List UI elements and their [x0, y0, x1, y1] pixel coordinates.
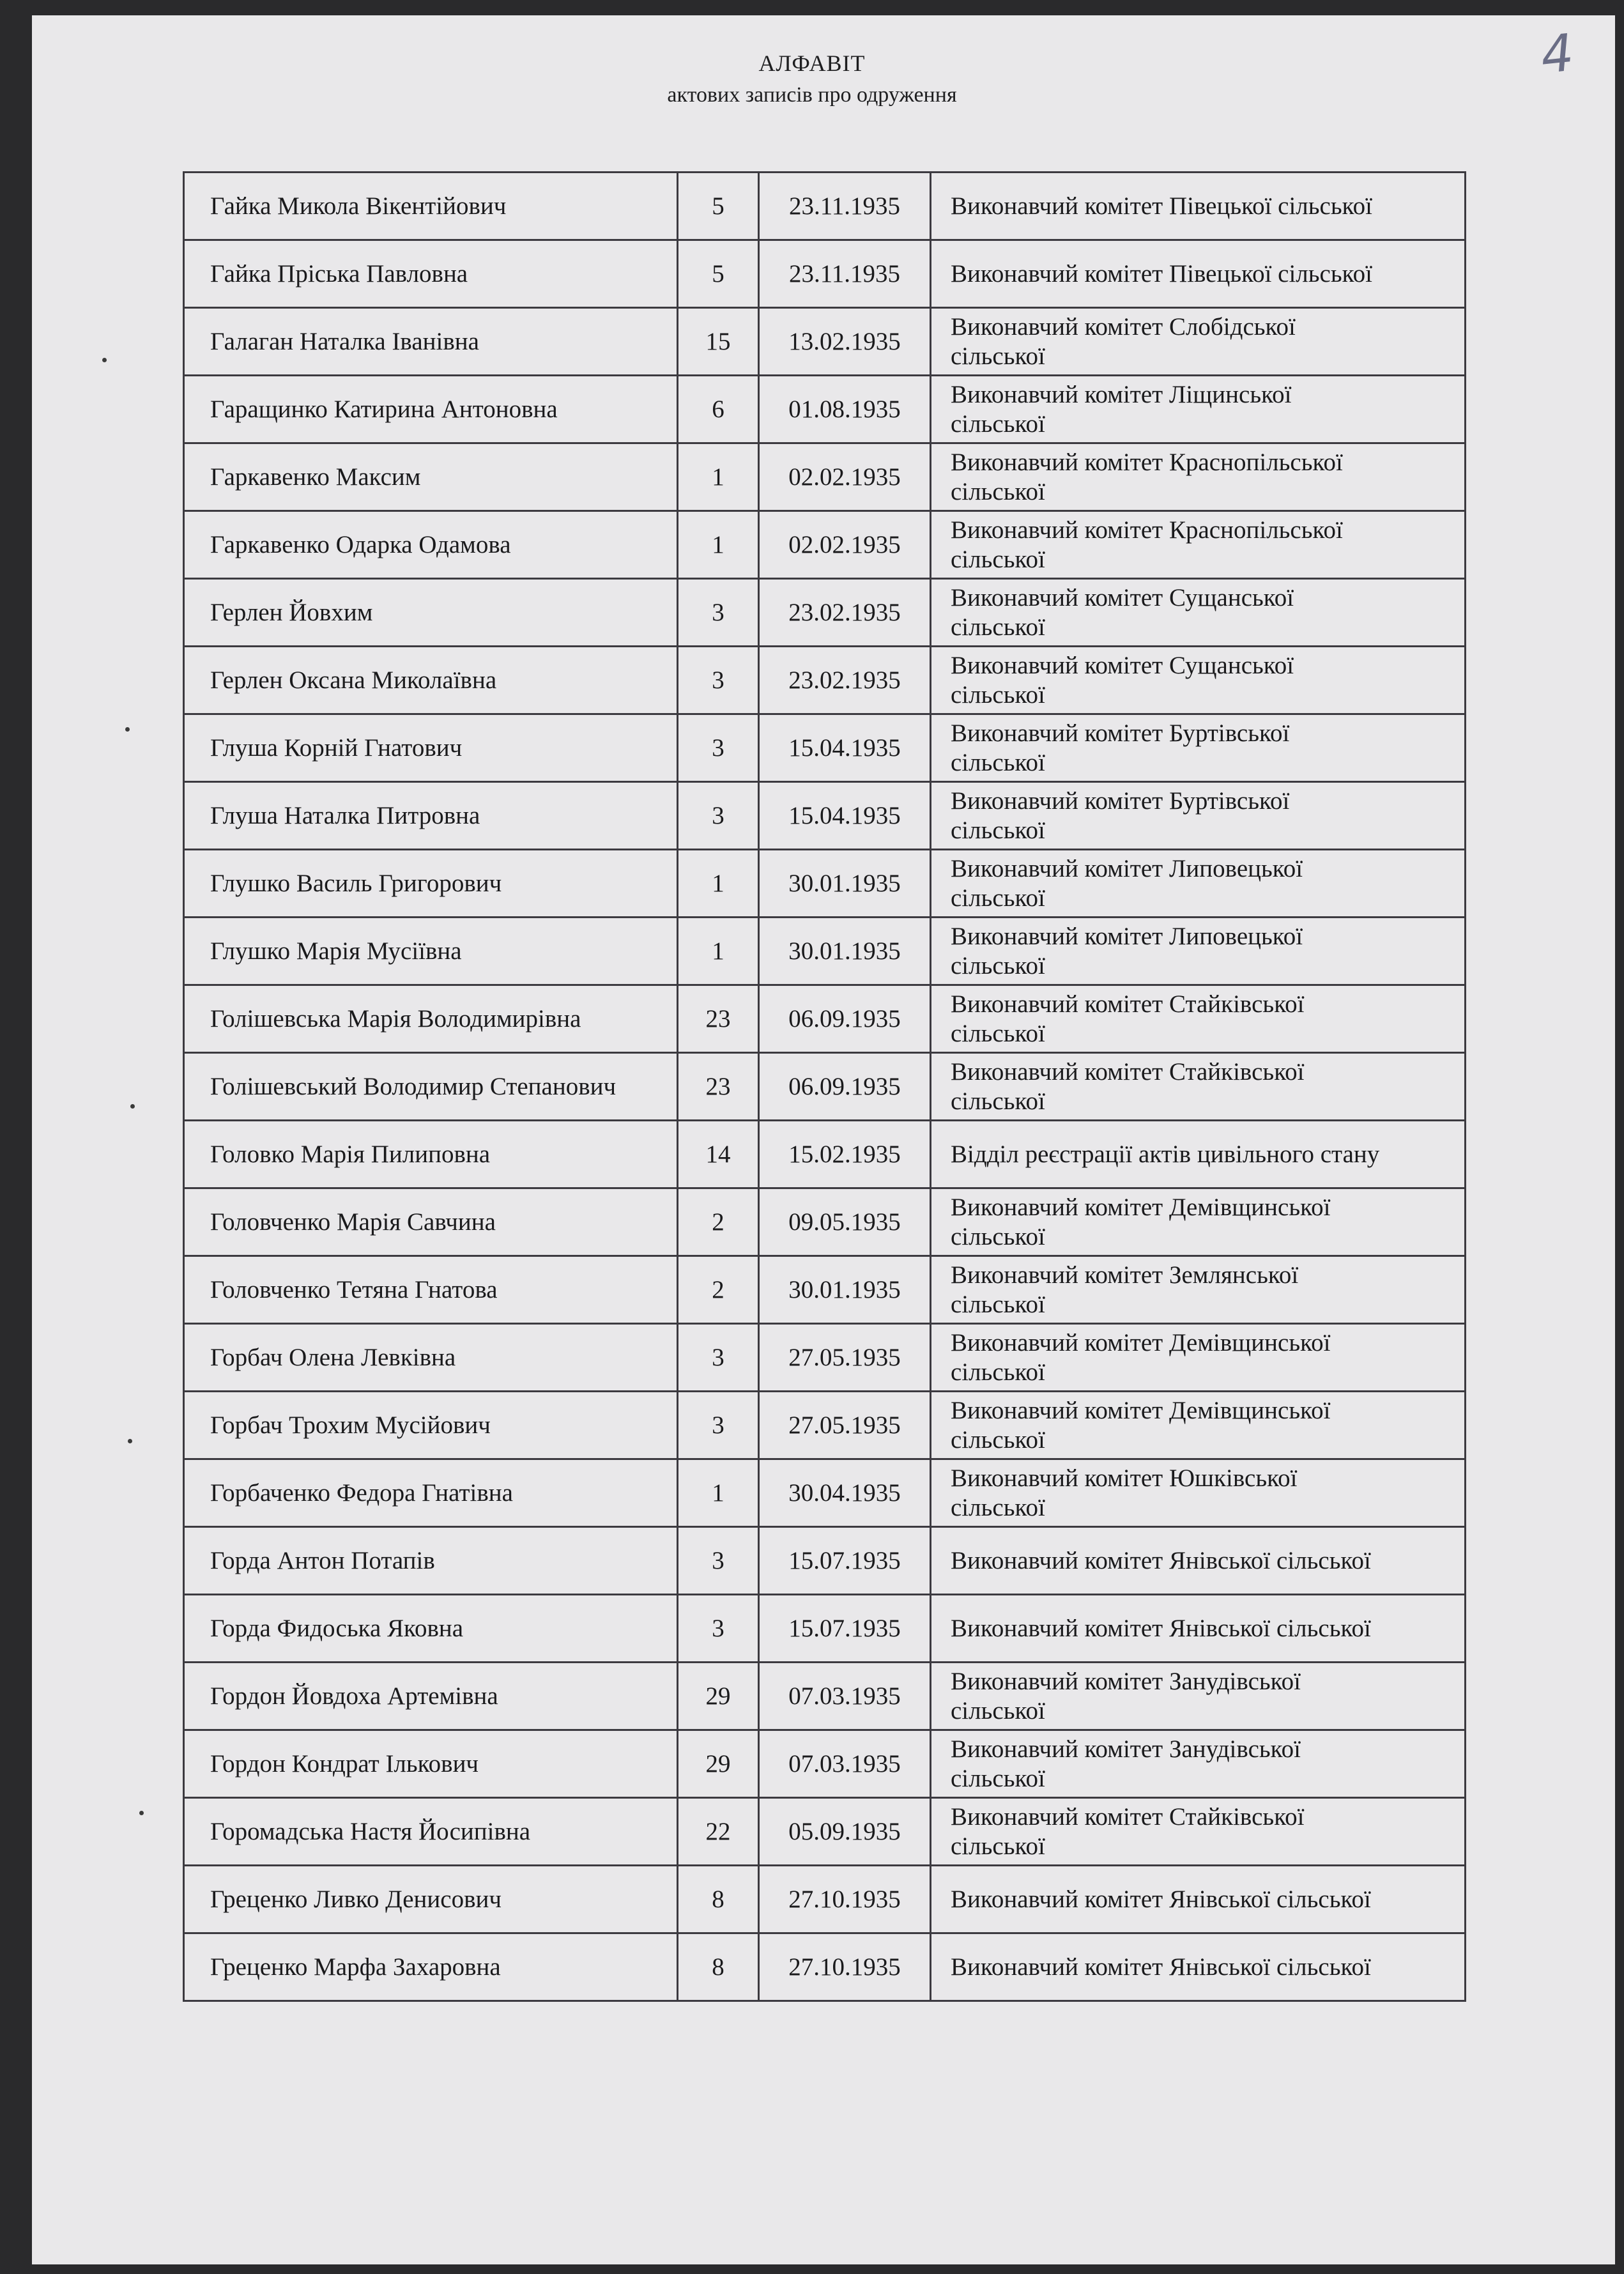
registry-office-line: сільської [951, 1019, 1045, 1047]
record-date-cell: 15.04.1935 [759, 782, 931, 850]
registry-office-cell [931, 714, 1466, 782]
record-number-cell: 3 [678, 1595, 759, 1663]
table-row [184, 850, 1466, 918]
person-name-cell: Гаркавенко Максим [184, 443, 678, 511]
record-date-cell: 06.09.1935 [759, 985, 931, 1053]
registry-office-line: Виконавчий комітет Янівської сільської [951, 1614, 1371, 1642]
record-number-cell: 1 [678, 918, 759, 985]
registry-office-cell [931, 1392, 1466, 1459]
table-row [184, 579, 1466, 647]
table-row [184, 985, 1466, 1053]
registry-office-cell [931, 1324, 1466, 1392]
registry-office-line: сільської [951, 613, 1045, 641]
record-number-cell: 2 [678, 1256, 759, 1324]
table-row [184, 1866, 1466, 1933]
person-name-cell: Глуша Наталка Питровна [184, 782, 678, 850]
table-row [184, 1663, 1466, 1730]
registry-office-line: сільської [951, 1290, 1045, 1318]
table-row [184, 511, 1466, 579]
registry-office-line: Виконавчий комітет Янівської сільської [951, 1953, 1371, 1981]
registry-office-line: сільської [951, 1087, 1045, 1115]
registry-office-cell [931, 985, 1466, 1053]
registry-office-line: сільської [951, 748, 1045, 776]
marriage-records-table [183, 171, 1466, 2002]
scan-speck [130, 1104, 135, 1109]
record-date-cell: 30.01.1935 [759, 918, 931, 985]
registry-office-line: Відділ реєстрації актів цивільного стану [951, 1140, 1380, 1168]
table-row [184, 1933, 1466, 2001]
person-name-cell: Горомадська Настя Йосипівна [184, 1798, 678, 1866]
registry-office-cell [931, 1730, 1466, 1798]
registry-office-cell [931, 1459, 1466, 1527]
registry-office-cell [931, 850, 1466, 918]
person-name-cell: Голішевський Володимир Степанович [184, 1053, 678, 1121]
table-row [184, 1459, 1466, 1527]
registry-office-line: Виконавчий комітет Демівщинської [951, 1396, 1331, 1424]
table-row [184, 1527, 1466, 1595]
registry-office-cell [931, 443, 1466, 511]
records-body [184, 173, 1466, 2001]
person-name-cell: Греценко Ливко Денисович [184, 1866, 678, 1933]
registry-office-cell [931, 1595, 1466, 1663]
table-row [184, 1256, 1466, 1324]
person-name-cell: Глушко Василь Григорович [184, 850, 678, 918]
page-number: 4 [1538, 22, 1577, 86]
record-number-cell: 29 [678, 1730, 759, 1798]
registry-office-cell [931, 1053, 1466, 1121]
table-row [184, 173, 1466, 240]
registry-office-cell [931, 1866, 1466, 1933]
person-name-cell: Глуша Корній Гнатович [184, 714, 678, 782]
registry-office-line: Виконавчий комітет Краснопільської [951, 448, 1343, 476]
person-name-cell: Гайка Микола Вікентійович [184, 173, 678, 240]
person-name-cell: Гордон Кондрат Ількович [184, 1730, 678, 1798]
registry-office-line: Виконавчий комітет Краснопільської [951, 516, 1343, 544]
record-date-cell: 15.07.1935 [759, 1595, 931, 1663]
registry-office-line: сільської [951, 1764, 1045, 1792]
person-name-cell: Герлен Оксана Миколаївна [184, 647, 678, 714]
table-row [184, 1324, 1466, 1392]
registry-office-line: Виконавчий комітет Юшківської [951, 1464, 1298, 1492]
record-number-cell: 1 [678, 1459, 759, 1527]
record-number-cell: 22 [678, 1798, 759, 1866]
person-name-cell: Греценко Марфа Захаровна [184, 1933, 678, 2001]
registry-office-line: сільської [951, 342, 1045, 370]
registry-office-line: сільської [951, 884, 1045, 912]
person-name-cell: Горбач Трохим Мусійович [184, 1392, 678, 1459]
registry-office-cell [931, 1121, 1466, 1188]
scan-speck [128, 1439, 132, 1443]
registry-office-cell [931, 1933, 1466, 2001]
record-date-cell: 23.11.1935 [759, 173, 931, 240]
registry-office-line: сільської [951, 1832, 1045, 1860]
registry-office-cell [931, 240, 1466, 308]
registry-office-cell [931, 1256, 1466, 1324]
record-date-cell: 27.10.1935 [759, 1866, 931, 1933]
registry-office-cell [931, 308, 1466, 376]
registry-office-cell [931, 1527, 1466, 1595]
registry-office-cell [931, 173, 1466, 240]
registry-office-line: Виконавчий комітет Півецької сільської [951, 192, 1372, 220]
registry-office-line: сільської [951, 680, 1045, 709]
record-number-cell: 23 [678, 985, 759, 1053]
record-date-cell: 30.04.1935 [759, 1459, 931, 1527]
person-name-cell: Гаращинко Катирина Антоновна [184, 376, 678, 443]
table-row [184, 1730, 1466, 1798]
registry-office-line: сільської [951, 1493, 1045, 1521]
record-date-cell: 09.05.1935 [759, 1188, 931, 1256]
record-number-cell: 3 [678, 647, 759, 714]
record-number-cell: 1 [678, 850, 759, 918]
person-name-cell: Головченко Марія Савчина [184, 1188, 678, 1256]
record-date-cell: 23.11.1935 [759, 240, 931, 308]
record-date-cell: 07.03.1935 [759, 1730, 931, 1798]
registry-office-line: Виконавчий комітет Півецької сільської [951, 259, 1372, 288]
registry-office-line: Виконавчий комітет Буртівської [951, 787, 1290, 815]
record-number-cell: 2 [678, 1188, 759, 1256]
record-date-cell: 06.09.1935 [759, 1053, 931, 1121]
record-date-cell: 27.10.1935 [759, 1933, 931, 2001]
table-row [184, 240, 1466, 308]
registry-office-line: Виконавчий комітет Слобідської [951, 312, 1296, 341]
table-row [184, 918, 1466, 985]
record-date-cell: 02.02.1935 [759, 443, 931, 511]
registry-office-line: Виконавчий комітет Сущанської [951, 651, 1294, 679]
registry-office-line: сільської [951, 477, 1045, 505]
registry-office-cell [931, 579, 1466, 647]
registry-office-cell [931, 376, 1466, 443]
person-name-cell: Глушко Марія Мусіївна [184, 918, 678, 985]
record-date-cell: 27.05.1935 [759, 1392, 931, 1459]
record-number-cell: 3 [678, 782, 759, 850]
document-title: АЛФАВІТ [758, 50, 866, 76]
table-row [184, 647, 1466, 714]
record-date-cell: 01.08.1935 [759, 376, 931, 443]
person-name-cell: Гордон Йовдоха Артемівна [184, 1663, 678, 1730]
document-subtitle: актових записів про одруження [667, 83, 957, 107]
person-name-cell: Горда Фидоська Яковна [184, 1595, 678, 1663]
registry-office-line: Виконавчий комітет Демівщинської [951, 1193, 1331, 1221]
record-number-cell: 23 [678, 1053, 759, 1121]
table-row [184, 1392, 1466, 1459]
record-number-cell: 14 [678, 1121, 759, 1188]
record-date-cell: 23.02.1935 [759, 647, 931, 714]
table-row [184, 443, 1466, 511]
registry-office-line: Виконавчий комітет Стайківської [951, 990, 1305, 1018]
record-date-cell: 07.03.1935 [759, 1663, 931, 1730]
record-number-cell: 3 [678, 714, 759, 782]
registry-office-cell [931, 511, 1466, 579]
table-row [184, 1188, 1466, 1256]
registry-office-line: Виконавчий комітет Янівської сільської [951, 1885, 1371, 1913]
record-number-cell: 3 [678, 1324, 759, 1392]
registry-office-line: Виконавчий комітет Янівської сільської [951, 1546, 1371, 1574]
scan-speck [125, 727, 130, 732]
registry-office-cell [931, 918, 1466, 985]
registry-office-line: Виконавчий комітет Демівщинської [951, 1328, 1331, 1356]
scan-speck [102, 358, 107, 362]
table-row [184, 1798, 1466, 1866]
record-date-cell: 15.04.1935 [759, 714, 931, 782]
registry-office-line: Виконавчий комітет Липовецької [951, 854, 1303, 882]
person-name-cell: Гаркавенко Одарка Одамова [184, 511, 678, 579]
person-name-cell: Горда Антон Потапів [184, 1527, 678, 1595]
registry-office-line: Виконавчий комітет Землянської [951, 1261, 1299, 1289]
registry-office-line: сільської [951, 410, 1045, 438]
record-number-cell: 3 [678, 1527, 759, 1595]
registry-office-cell [931, 647, 1466, 714]
record-number-cell: 5 [678, 173, 759, 240]
table-row [184, 782, 1466, 850]
registry-office-line: Виконавчий комітет Занудівської [951, 1667, 1301, 1695]
table-row [184, 376, 1466, 443]
table-row [184, 1121, 1466, 1188]
registry-office-line: Виконавчий комітет Липовецької [951, 922, 1303, 950]
record-date-cell: 02.02.1935 [759, 511, 931, 579]
record-date-cell: 05.09.1935 [759, 1798, 931, 1866]
scan-speck [139, 1811, 144, 1815]
record-number-cell: 3 [678, 579, 759, 647]
registry-office-cell [931, 1663, 1466, 1730]
registry-office-line: сільської [951, 1358, 1045, 1386]
person-name-cell: Головко Марія Пилиповна [184, 1121, 678, 1188]
record-date-cell: 30.01.1935 [759, 850, 931, 918]
person-name-cell: Горбач Олена Левківна [184, 1324, 678, 1392]
record-number-cell: 3 [678, 1392, 759, 1459]
person-name-cell: Головченко Тетяна Гнатова [184, 1256, 678, 1324]
record-number-cell: 1 [678, 443, 759, 511]
record-number-cell: 29 [678, 1663, 759, 1730]
person-name-cell: Герлен Йовхим [184, 579, 678, 647]
person-name-cell: Горбаченко Федора Гнатівна [184, 1459, 678, 1527]
registry-office-cell [931, 782, 1466, 850]
record-number-cell: 6 [678, 376, 759, 443]
record-date-cell: 15.02.1935 [759, 1121, 931, 1188]
registry-office-line: Виконавчий комітет Сущанської [951, 583, 1294, 611]
record-date-cell: 30.01.1935 [759, 1256, 931, 1324]
registry-office-line: сільської [951, 951, 1045, 980]
registry-office-line: Виконавчий комітет Ліщинської [951, 380, 1292, 408]
registry-office-line: сільської [951, 1696, 1045, 1725]
table-row [184, 1053, 1466, 1121]
record-number-cell: 5 [678, 240, 759, 308]
record-date-cell: 15.07.1935 [759, 1527, 931, 1595]
record-date-cell: 23.02.1935 [759, 579, 931, 647]
registry-office-line: сільської [951, 816, 1045, 844]
person-name-cell: Гайка Пріська Павловна [184, 240, 678, 308]
table-row [184, 1595, 1466, 1663]
table-row [184, 714, 1466, 782]
registry-office-line: сільської [951, 1222, 1045, 1250]
record-date-cell: 13.02.1935 [759, 308, 931, 376]
record-number-cell: 15 [678, 308, 759, 376]
record-number-cell: 1 [678, 511, 759, 579]
record-number-cell: 8 [678, 1933, 759, 2001]
record-number-cell: 8 [678, 1866, 759, 1933]
person-name-cell: Галаган Наталка Іванівна [184, 308, 678, 376]
registry-office-cell [931, 1188, 1466, 1256]
table-row [184, 308, 1466, 376]
registry-office-line: сільської [951, 545, 1045, 573]
registry-office-cell [931, 1798, 1466, 1866]
registry-office-line: Виконавчий комітет Стайківської [951, 1802, 1305, 1831]
registry-office-line: сільської [951, 1425, 1045, 1454]
person-name-cell: Голішевська Марія Володимирівна [184, 985, 678, 1053]
record-date-cell: 27.05.1935 [759, 1324, 931, 1392]
registry-office-line: Виконавчий комітет Занудівської [951, 1735, 1301, 1763]
registry-office-line: Виконавчий комітет Буртівської [951, 719, 1290, 747]
registry-office-line: Виконавчий комітет Стайківської [951, 1057, 1305, 1086]
